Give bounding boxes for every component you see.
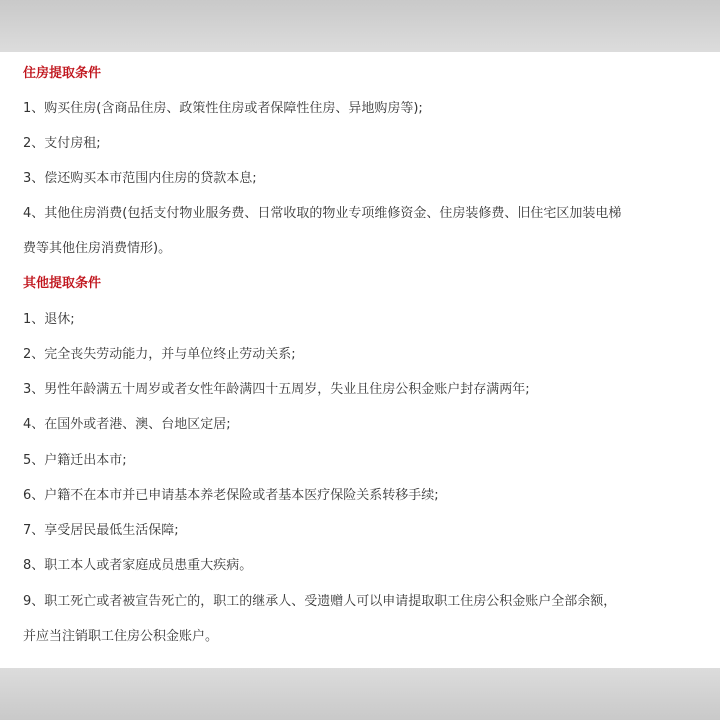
list-item: 6、户籍不在本市并已申请基本养老保险或者基本医疗保险关系转移手续; — [23, 488, 439, 503]
list-item: 8、职工本人或者家庭成员患重大疾病。 — [23, 558, 253, 573]
section-heading-other: 其他提取条件 — [23, 276, 102, 291]
list-item: 3、偿还购买本市范围内住房的贷款本息; — [23, 171, 257, 186]
list-item: 2、完全丧失劳动能力，并与单位终止劳动关系; — [23, 347, 296, 362]
content-panel — [0, 52, 720, 668]
section-heading-housing: 住房提取条件 — [23, 66, 102, 81]
list-item: 5、户籍迁出本市; — [23, 453, 127, 468]
list-item-continuation: 费等其他住房消费情形)。 — [23, 241, 172, 256]
list-item-continuation: 并应当注销职工住房公积金账户。 — [23, 629, 219, 644]
list-item: 3、男性年龄满五十周岁或者女性年龄满四十五周岁，失业且住房公积金账户封存满两年; — [23, 382, 530, 397]
list-item: 9、职工死亡或者被宣告死亡的，职工的继承人、受遗赠人可以申请提取职工住房公积金账户全部余额， — [23, 594, 617, 609]
list-item: 1、退休; — [23, 312, 75, 327]
list-item: 4、在国外或者港、澳、台地区定居; — [23, 417, 231, 432]
bottom-blur-band — [0, 668, 720, 720]
top-blur-band — [0, 0, 720, 52]
list-item: 4、其他住房消费(包括支付物业服务费、日常收取的物业专项维修资金、住房装修费、旧住宅区加装电梯 — [23, 206, 622, 221]
list-item: 1、购买住房(含商品住房、政策性住房或者保障性住房、异地购房等); — [23, 101, 423, 116]
list-item: 2、支付房租; — [23, 136, 101, 151]
list-item: 7、享受居民最低生活保障; — [23, 523, 179, 538]
